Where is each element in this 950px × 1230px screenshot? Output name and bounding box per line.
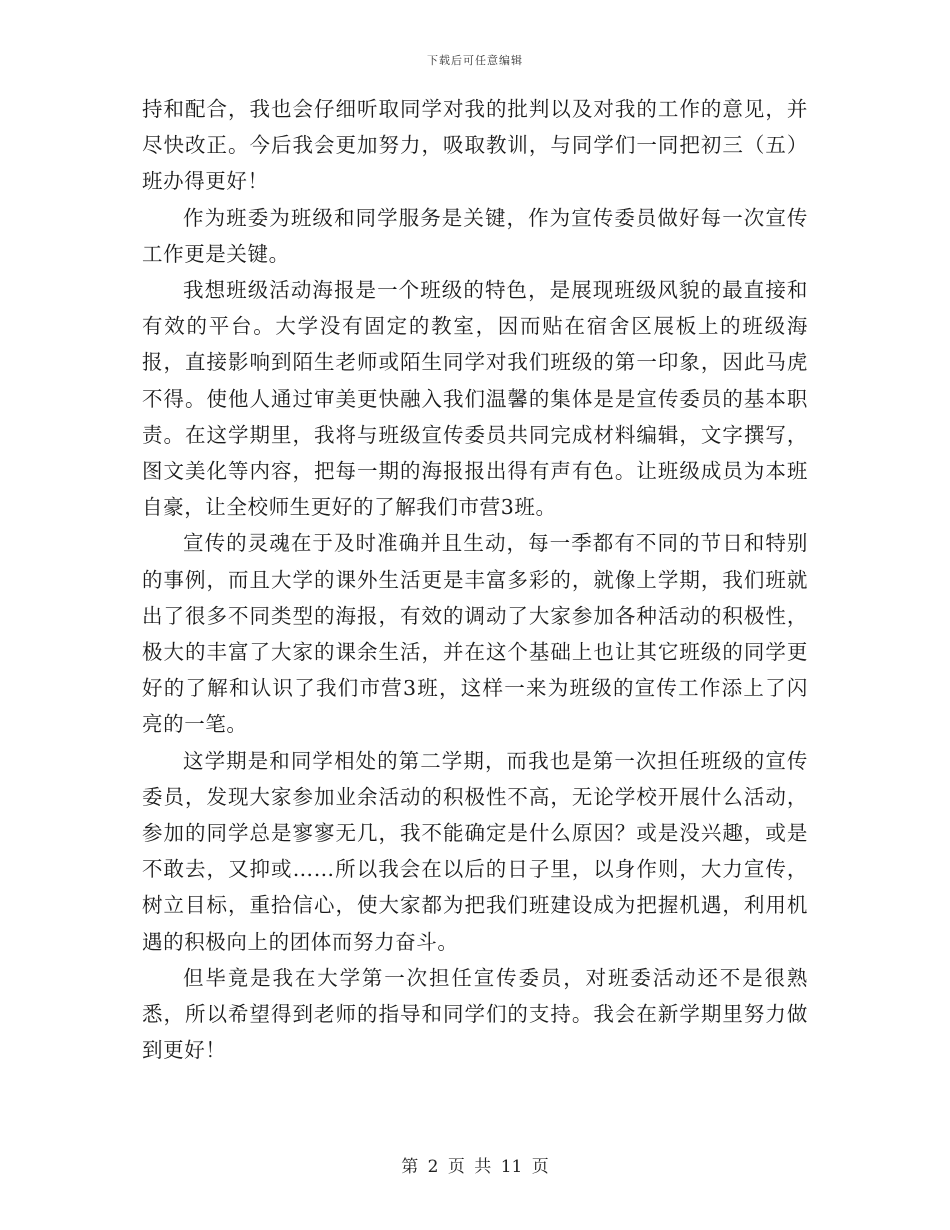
document-body [142,91,808,1068]
paragraph: 宣传的灵魂在于及时准确并且生动，每一季都有不同的节日和特别的事例，而且大学的课外生活更是丰富多彩的，就像上学期，我们班就出了很多不同类型的海报，有效的调动了大家参加各种活动的积极性，极大的丰富了大家的课余生活，并在这个基础上也让其它班级的同学更好的了解和认识了我们市营3班，这样一来为班级的宣传工作添上了闪亮的一笔。 [142,531,808,737]
paragraph: 我想班级活动海报是一个班级的特色，是展现班级风貌的最直接和有效的平台。大学没有固定的教室，因而贴在宿舍区展板上的班级海报，直接影响到陌生老师或陌生同学对我们班级的第一印象，因此马虎不得。使他人通过审美更快融入我们温馨的集体是是宣传委员的基本职责。在这学期里，我将与班级宣传委员共同完成材料编辑，文字撰写，图文美化等内容，把每一期的海报报出得有声有色。让班级成员为本班自豪，让全校师生更好的了解我们市营3班。 [142,278,808,520]
page-number-footer: 第 2 页 共 11 页 [401,1157,549,1177]
paragraph: 作为班委为班级和同学服务是关键，作为宣传委员做好每一次宣传工作更是关键。 [142,205,808,266]
paragraph-continued: 持和配合，我也会仔细听取同学对我的批判以及对我的工作的意见，并尽快改正。今后我会更加努力，吸取教训，与同学们一同把初三（五）班办得更好！ [142,97,808,194]
paragraph: 这学期是和同学相处的第二学期，而我也是第一次担任班级的宣传委员，发现大家参加业余活动的积极性不高，无论学校开展什么活动，参加的同学总是寥寥无几，我不能确定是什么原因？或是没兴趣，或是不敢去，又抑或……所以我会在以后的日子里，以身作则，大力宣传，树立目标，重拾信心，使大家都为把我们班建设成为把握机遇，利用机遇的积极向上的团体而努力奋斗。 [142,748,808,954]
paragraph: 但毕竟是我在大学第一次担任宣传委员，对班委活动还不是很熟悉，所以希望得到老师的指导和同学们的支持。我会在新学期里努力做到更好！ [142,965,808,1063]
page-header: 下载后可任意编辑 [427,54,523,67]
